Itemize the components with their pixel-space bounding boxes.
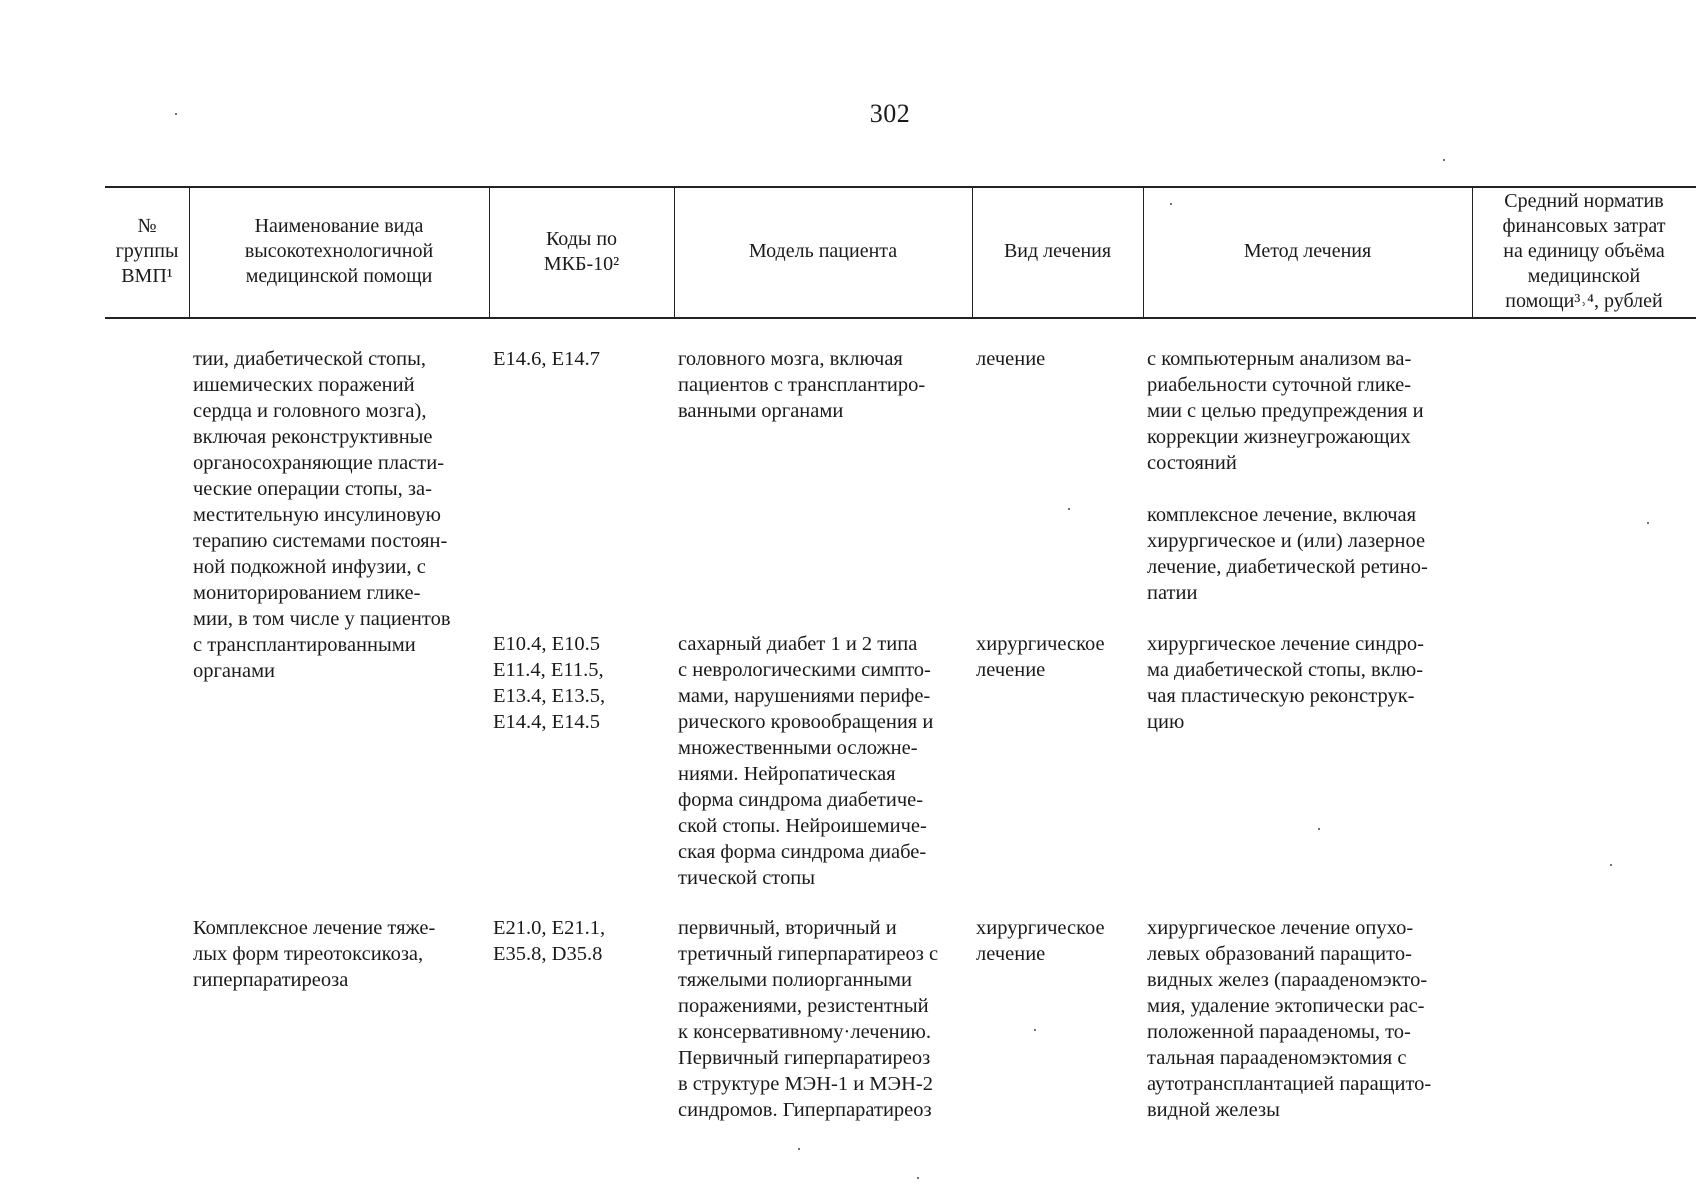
header-treatment-method: Метод лечения [1243,240,1372,262]
cell-treatment-type: лечение [976,348,1046,370]
cell-icd-codes: E14.6, E14.7 [493,348,601,370]
header-group-number: № группы ВМП¹ [115,215,179,287]
cell-treatment-type: хирургическое лечение [976,917,1105,965]
cell-patient-model: сахарный диабет 1 и 2 типа с неврологическими симпто- мами, нарушениями перифе- рического кровообращения и множественными осложне- ниями. Нейропатическая форма синдрома диабетиче- ской стопы. Нейроишемиче- ская форма синдрома диабе- тической стопы [678,633,934,889]
cell-care-name: тии, диабетической стопы, ишемических поражений сердца и головного мозга), включая реконструктивные органосохраняющие пласти- ческие операции стопы, за- местительную инсулиновую терапию системами постоян- ной подкожной инфузии, с мониторированием глике- мии, в том числе у пациентов с трансплантированными органами [193,348,451,682]
scan-speck [798,1148,800,1150]
cell-care-name: Комплексное лечение тяже- лых форм тиреотоксикоза, гиперпаратиреоза [193,917,436,991]
scan-speck [1034,1029,1036,1031]
scan-speck [1610,864,1612,866]
header-care-name: Наименование вида высокотехнологичной медицинской помощи [244,215,434,287]
cell-icd-codes: E21.0, E21.1, E35.8, D35.8 [493,917,606,965]
scan-speck [175,113,177,115]
cell-treatment-type: хирургическое лечение [976,633,1105,681]
cell-icd-codes: E10.4, E10.5 E11.4, E11.5, E13.4, E13.5, E14.4, E14.5 [493,633,606,733]
header-icd-codes: Коды по МКБ-10² [543,227,620,275]
scan-speck [1647,522,1649,524]
cell-treatment-method: хирургическое лечение опухо- левых образований паращито- видных желез (парааденомэкто- мия, удаление эктопически рас- положенной парааденомы, то- тальная парааденомэктомия с аутотрансплантацией паращито- видной железы [1147,917,1432,1121]
cell-treatment-method: комплексное лечение, включая хирургическое и (или) лазерное лечение, диабетической ретино- патии [1147,504,1428,604]
cell-patient-model: первичный, вторичный и третичный гиперпаратиреоз с тяжелыми полиорганными поражениями, резистентный к консервативному·лечению. Первичный гиперпаратиреоз в структуре МЭН-1 и МЭН-2 синдромов. Гиперпаратиреоз [678,917,939,1121]
header-bottom-rule [105,317,1696,319]
cell-treatment-method: хирургическое лечение синдро- ма диабетической стопы, вклю- чая пластическую реконструк- цию [1147,633,1424,733]
cell-treatment-method: с компьютерным анализом ва- риабельности суточной глике- мии с целью предупреждения и коррекции жизнеугрожающих состояний [1147,348,1424,474]
scan-speck [917,1177,919,1179]
cell-patient-model: головного мозга, включая пациентов с трансплантиро- ванными органами [678,348,926,422]
scan-speck [1318,828,1320,830]
header-average-cost: Средний норматив финансовых затрат на единицу объёма медицинской помощи³˒⁴, рублей [1502,190,1666,312]
scan-speck [1170,203,1172,205]
scan-speck [1068,508,1070,510]
scan-speck [1443,159,1445,161]
page-number: 302 [869,99,911,128]
header-treatment-type: Вид лечения [1003,240,1112,262]
header-patient-model: Модель пациента [748,240,898,262]
